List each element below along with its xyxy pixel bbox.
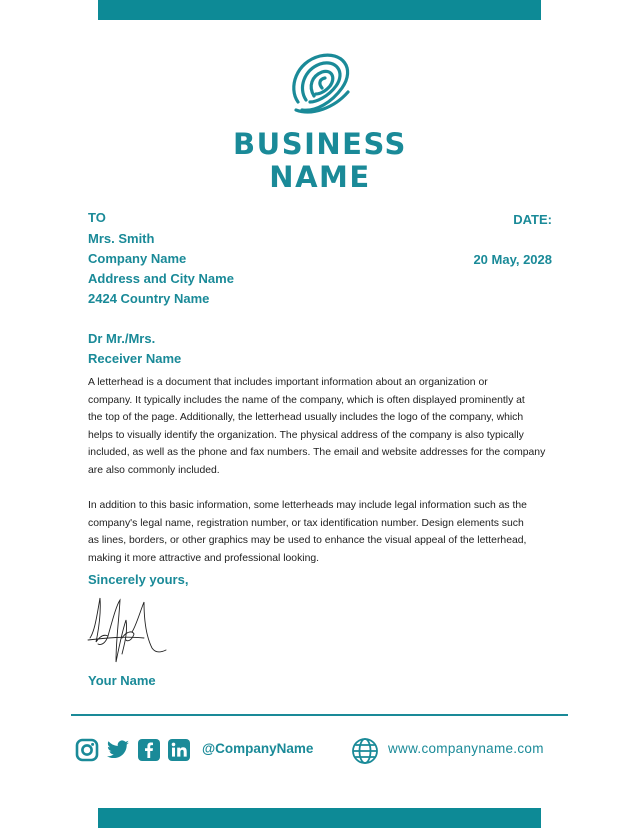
globe-icon	[351, 737, 379, 765]
social-handle[interactable]: @CompanyName	[202, 741, 314, 756]
sign-off: Sincerely yours,	[88, 572, 189, 587]
recipient-name: Mrs. Smith	[88, 231, 155, 246]
recipient-country: 2424 Country Name	[88, 291, 210, 306]
to-label: TO	[88, 210, 106, 225]
logo-icon	[286, 52, 354, 116]
salutation-line2: Receiver Name	[88, 351, 182, 366]
recipient-company: Company Name	[88, 251, 187, 266]
body-paragraph-2: In addition to this basic information, some letterheads may include legal information such as the company's legal name, registration number, or tax identification number. Design elements such as lines, borders, or other graphics may be used to enhance the visual appeal of the letterhead, making it more attractive and professional looking.	[88, 500, 527, 564]
top-accent-bar	[98, 0, 541, 20]
salutation-line1: Dr Mr./Mrs.	[88, 331, 156, 346]
linkedin-icon[interactable]	[167, 738, 191, 762]
date-value: 20 May, 2028	[473, 252, 552, 267]
date-label: DATE:	[513, 212, 552, 227]
twitter-icon[interactable]	[105, 738, 131, 762]
business-name-line1: BUSINESS	[233, 127, 407, 161]
footer-divider	[71, 714, 568, 716]
signature-icon	[86, 592, 170, 668]
recipient-address: Address and City Name	[88, 271, 234, 286]
body-paragraph-1: A letterhead is a document that includes important information about an organization or company. It typically includes the name of the company, which is often displayed prominently at the top of the page. Additionally, the letterhead usually includes the logo of the company, which helps to visually identify the organization. The physical address of the company is also typically included, as well as the phone and fax numbers. The email and website addresses for the company are also commonly included.	[88, 377, 546, 476]
sender-name: Your Name	[88, 673, 156, 688]
instagram-icon[interactable]	[75, 738, 99, 762]
business-name-line2: NAME	[269, 160, 371, 194]
facebook-icon[interactable]	[137, 738, 161, 762]
bottom-accent-bar	[98, 808, 541, 828]
website-link[interactable]: www.companyname.com	[388, 741, 544, 756]
